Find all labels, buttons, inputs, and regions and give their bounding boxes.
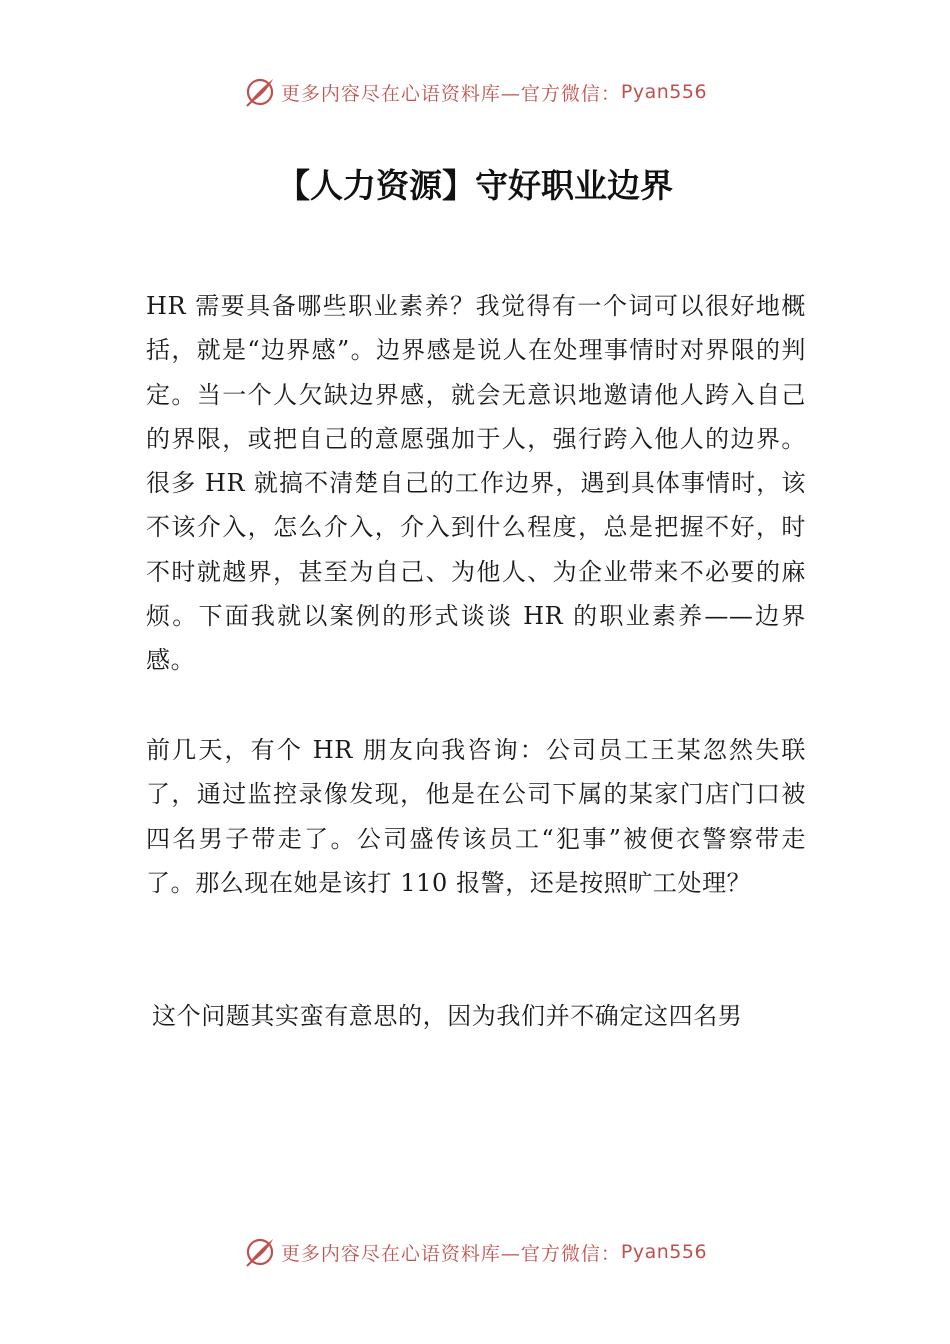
watermark-text: 更多内容尽在心语资料库—官方微信： bbox=[280, 1242, 621, 1265]
document-title: 【人力资源】守好职业边界 bbox=[277, 166, 673, 205]
footer-watermark bbox=[0, 1232, 950, 1272]
wechat-id: Pyan556 bbox=[620, 1241, 708, 1263]
wechat-id: Pyan556 bbox=[620, 81, 708, 103]
paragraph-analysis: 这个问题其实蛮有意思的，因为我们并不确定这四名男 bbox=[152, 1002, 743, 1030]
quill-pen-logo-icon bbox=[243, 1235, 277, 1269]
paragraph-intro: HR 需要具备哪些职业素养？我觉得有一个词可以很好地概括，就是“边界感”。边界感是说人在处理事情时对界限的判定。当一个人欠缺边界感，就会无意识地邀请他人跨入自己的界限，或把自己的意愿强加于人，强行跨入他人的边界。很多 HR 就搞不清楚自己的工作边界，遇到具体事情时，该不该介入，怎么介入，介入到什么程度，总是把握不好，时不时就越界，甚至为自己、为他人、为企业带来不必要的麻烦。下面我就以案例的形式谈谈 HR 的职业素养——边界感。 bbox=[146, 292, 806, 675]
header-watermark bbox=[0, 72, 950, 112]
paragraph-case: 前几天，有个 HR 朋友向我咨询：公司员工王某忽然失联了，通过监控录像发现，他是在公司下属的某家门店门口被四名男子带走了。公司盛传该员工“犯事”被便衣警察带走了。那么现在她是该打 110 报警，还是按照旷工处理？ bbox=[146, 736, 806, 897]
quill-pen-logo-icon bbox=[243, 75, 277, 109]
watermark-text: 更多内容尽在心语资料库—官方微信： bbox=[280, 82, 621, 105]
